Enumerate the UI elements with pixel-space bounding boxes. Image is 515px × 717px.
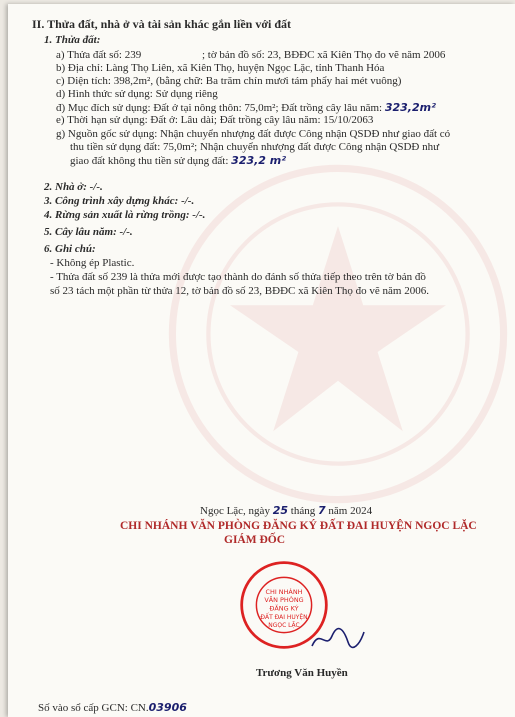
certificate-page bbox=[8, 4, 515, 717]
heading-forest: 4. Rừng sản xuất là rừng trồng: -/-. bbox=[44, 209, 206, 221]
usage-origin-1: g) Nguồn gốc sử dụng: Nhận chuyển nhượng đất được Công nhận QSDĐ như giao đất có bbox=[56, 128, 451, 140]
svg-text:NGỌC LẶC: NGỌC LẶC bbox=[268, 622, 300, 630]
section-title: II. Thửa đất, nhà ở và tài sản khác gắn liền với đất bbox=[32, 17, 292, 31]
note-1: - Không ép Plastic. bbox=[50, 257, 135, 269]
usage-term: e) Thời hạn sử dụng: Đất ở: Lâu dài; Đất trồng cây lâu năm: 15/10/2063 bbox=[56, 114, 374, 126]
signer-name: Trương Văn Huyền bbox=[256, 667, 348, 679]
svg-text:CHI NHÁNH: CHI NHÁNH bbox=[265, 587, 303, 596]
svg-text:ĐẤT ĐAI HUYỆN: ĐẤT ĐAI HUYỆN bbox=[260, 613, 308, 621]
usage-form: d) Hình thức sử dụng: Sử dụng riêng bbox=[56, 88, 218, 100]
usage-purpose: đ) Mục đích sử dụng: Đất ở tại nông thôn: 75,0m²; Đất trồng cây lâu năm: 323,2m² bbox=[56, 101, 436, 114]
parcel-number: a) Thửa đất số: 239 bbox=[56, 49, 142, 61]
svg-text:ĐĂNG KÝ: ĐĂNG KÝ bbox=[269, 604, 299, 613]
issuer-title: GIÁM ĐỐC bbox=[224, 534, 286, 546]
heading-construction: 3. Công trình xây dựng khác: -/-. bbox=[44, 195, 195, 207]
note-2-line-1: - Thửa đất số 239 là thửa mới được tạo thành do đánh số thửa tiếp theo trên tờ bản đồ bbox=[50, 271, 426, 283]
certificate-register-no: Số vào sổ cấp GCN: CN.03906 bbox=[38, 701, 187, 714]
usage-origin-2: thu tiền sử dụng đất: 75,0m²; Nhận chuyển nhượng đất được Công nhận QSDĐ như bbox=[70, 141, 440, 153]
heading-land-parcel: 1. Thửa đất: bbox=[44, 34, 101, 46]
usage-origin-3: giao đất không thu tiền sử dụng đất: 323,2 m² bbox=[70, 154, 287, 167]
heading-perennial: 5. Cây lâu năm: -/-. bbox=[44, 226, 133, 238]
address: b) Địa chỉ: Làng Thọ Liên, xã Kiên Thọ, huyện Ngọc Lặc, tỉnh Thanh Hóa bbox=[56, 62, 385, 74]
heading-notes: 6. Ghi chú: bbox=[44, 243, 96, 255]
issuer-office: CHI NHÁNH VĂN PHÒNG ĐĂNG KÝ ĐẤT ĐAI HUYỆN NGỌC LẶC bbox=[120, 520, 477, 532]
handwritten-signature bbox=[308, 624, 368, 654]
date-line: Ngọc Lặc, ngày 25 tháng 7 năm 2024 bbox=[200, 504, 373, 517]
note-2-line-2: số 23 tách một phần từ thửa 12, tờ bản đồ số 23, BĐĐC xã Kiên Thọ đo vẽ năm 2006. bbox=[50, 285, 429, 297]
area: c) Diện tích: 398,2m², (bằng chữ: Ba trăm chín mươi tám phẩy hai mét vuông) bbox=[56, 75, 402, 87]
heading-house: 2. Nhà ở: -/-. bbox=[44, 181, 103, 193]
map-sheet: ; tờ bản đồ số: 23, BĐĐC xã Kiên Thọ đo vẽ năm 2006 bbox=[202, 49, 446, 61]
svg-text:VĂN PHÒNG: VĂN PHÒNG bbox=[264, 596, 304, 605]
